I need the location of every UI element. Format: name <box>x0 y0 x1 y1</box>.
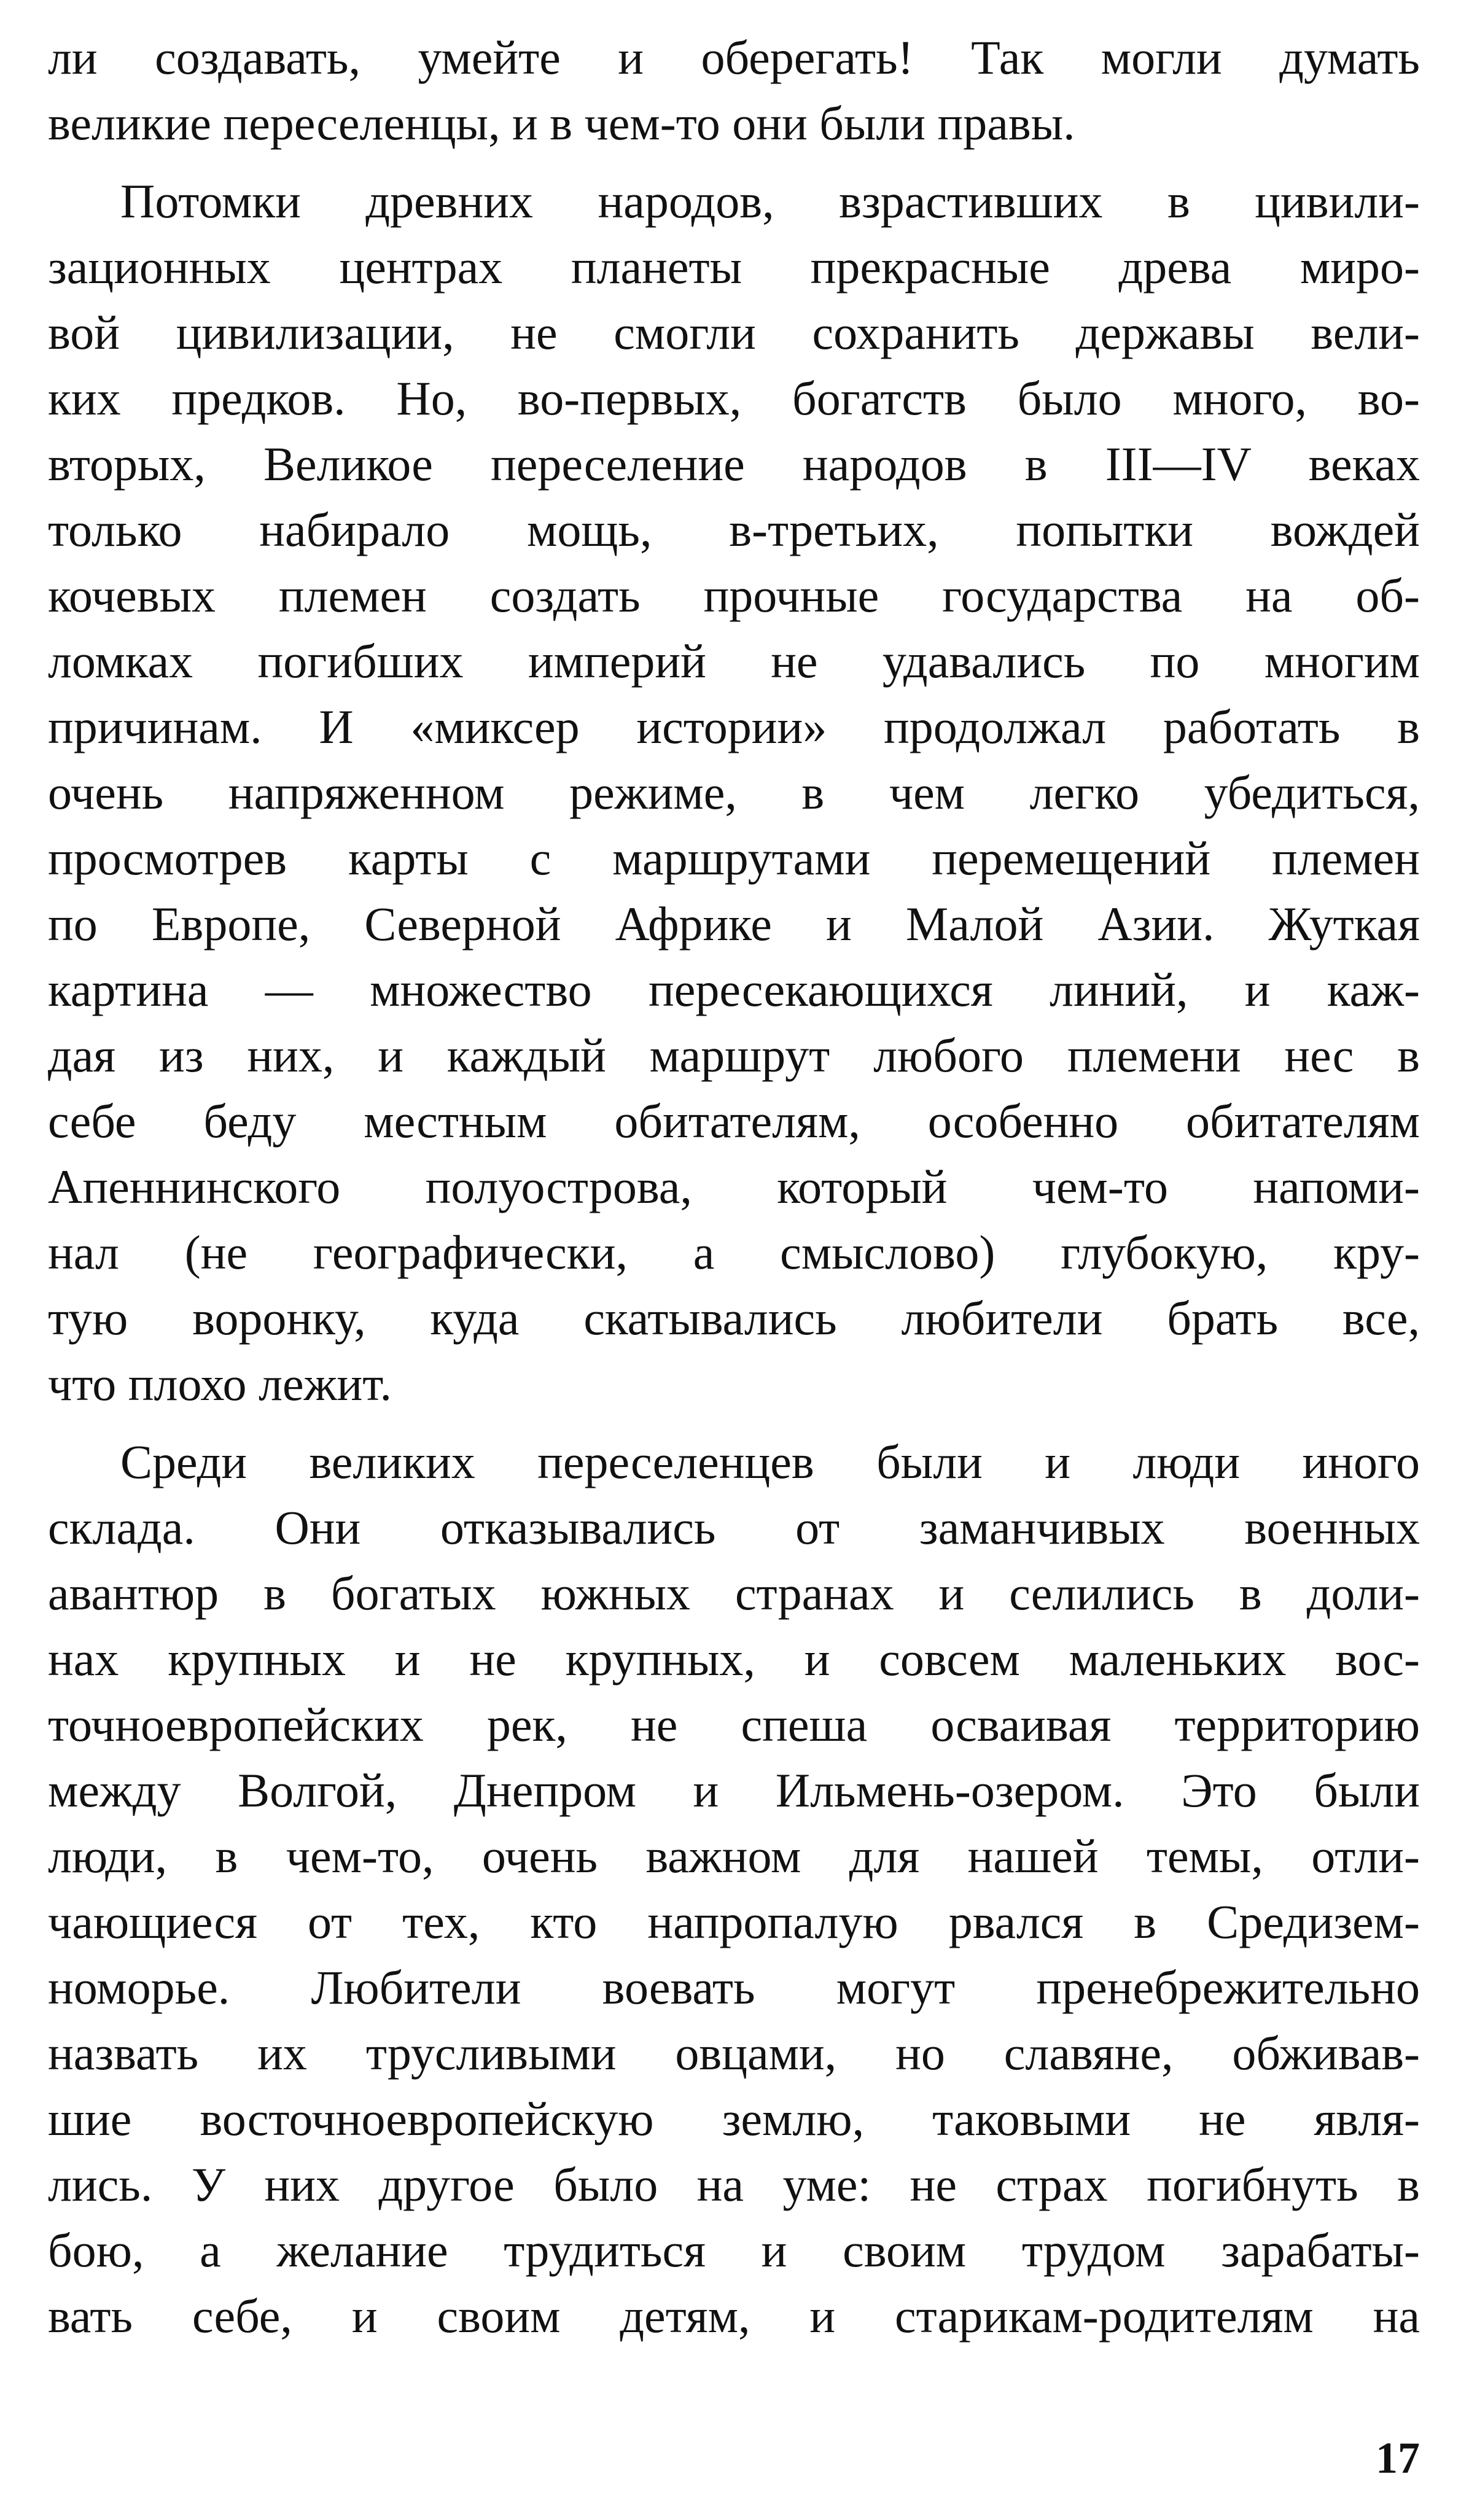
text-line: вать себе, и своим детям, и старикам-родителям на <box>48 2289 1420 2343</box>
text-line: картина — множество пересекающихся линий, и каж- <box>48 963 1420 1016</box>
text-line: номорье. Любители воевать могут пренебрежительно <box>48 1961 1420 2014</box>
text-line: нал (не географически, а смыслово) глубокую, кру- <box>48 1226 1420 1279</box>
text-line: точноевропейских рек, не спеша осваивая территорию <box>48 1698 1420 1751</box>
text-line: просмотрев карты с маршрутами перемещений племен <box>48 831 1420 885</box>
text-line: назвать их трусливыми овцами, но славяне, обживав- <box>48 2026 1420 2080</box>
page-number: 17 <box>1376 2433 1420 2483</box>
text-line: себе беду местным обитателям, особенно обитателям <box>48 1094 1420 1148</box>
text-line: склада. Они отказывались от заманчивых военных <box>48 1501 1420 1554</box>
text-line: Апеннинского полуострова, который чем-то напоми- <box>48 1160 1420 1213</box>
text-line: Потомки древних народов, взрастивших в цивили- <box>120 174 1420 228</box>
text-line: шие восточноевропейскую землю, таковыми не явля- <box>48 2092 1420 2145</box>
paragraph-2 <box>48 168 1420 1417</box>
text-line: что плохо лежит. <box>48 1357 392 1410</box>
text-line: люди, в чем-то, очень важном для нашей темы, отли- <box>48 1829 1420 1883</box>
text-line: очень напряженном режиме, в чем легко убедиться, <box>48 766 1420 819</box>
text-line: авантюр в богатых южных странах и селились в доли- <box>48 1566 1420 1620</box>
paragraph-1 <box>48 25 1420 156</box>
text-line: ломках погибших империй не удавались по многим <box>48 634 1420 688</box>
text-line: только набирало мощь, в-третьих, попытки вождей <box>48 503 1420 556</box>
text-line: кочевых племен создать прочные государства на об- <box>48 569 1420 622</box>
text-line: бою, а желание трудиться и своим трудом зарабаты- <box>48 2223 1420 2277</box>
text-line: причинам. И «миксер истории» продолжал работать в <box>48 700 1420 753</box>
text-line: ких предков. Но, во-первых, богатств было много, во- <box>48 371 1420 425</box>
text-line: вой цивилизации, не смогли сохранить державы вели- <box>48 306 1420 359</box>
text-line: Среди великих переселенцев были и люди иного <box>120 1435 1420 1488</box>
text-line: вторых, Великое переселение народов в III—IV веках <box>48 437 1420 491</box>
text-line: по Европе, Северной Африке и Малой Азии. Жуткая <box>48 897 1420 951</box>
text-line: тую воронку, куда скатывались любители брать все, <box>48 1291 1420 1345</box>
text-line: между Волгой, Днепром и Ильмень-озером. Это были <box>48 1764 1420 1817</box>
text-line: нах крупных и не крупных, и совсем маленьких вос- <box>48 1632 1420 1686</box>
text-line: великие переселенцы, и в чем-то они были правы. <box>48 96 1075 150</box>
text-line: ли создавать, умейте и оберегать! Так могли думать <box>48 31 1420 84</box>
text-line: зационных центрах планеты прекрасные древа миро- <box>48 240 1420 294</box>
text-line: чающиеся от тех, кто напропалую рвался в Средизем- <box>48 1895 1420 1948</box>
paragraph-3 <box>48 1429 1420 2349</box>
text-line: дая из них, и каждый маршрут любого племени нес в <box>48 1029 1420 1082</box>
text-line: лись. У них другое было на уме: не страх погибнуть в <box>48 2158 1420 2211</box>
book-page <box>48 25 1420 2349</box>
